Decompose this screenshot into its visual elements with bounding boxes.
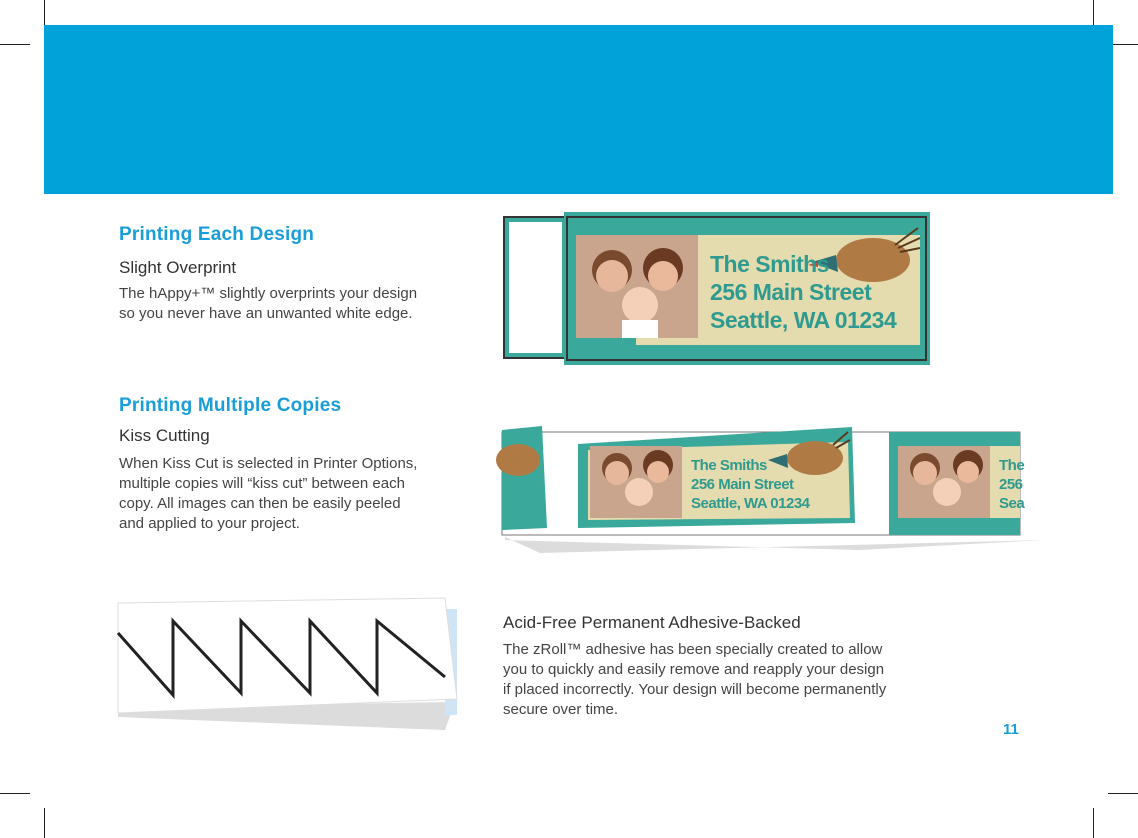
crop-mark (1108, 793, 1138, 794)
label-street: 256 Main Street (691, 476, 794, 493)
printing-multiple-heading: Printing Multiple Copies (119, 395, 342, 416)
label-city: Seattle, WA 01234 (710, 307, 897, 333)
kiss-cutting-body: When Kiss Cut is selected in Printer Options, multiple copies will “kiss cut” between each copy. All images can then be easily peeled and applied to your project. (119, 455, 418, 532)
crop-mark (44, 808, 45, 838)
adhesive-body: The zRoll™ adhesive has been specially created to allow you to quickly and easily remove and reapply your design if placed incorrectly. Your design will become permanently secure over time. (503, 641, 887, 718)
partial-label-street: 256 (999, 476, 1023, 493)
printing-each-heading: Printing Each Design (119, 224, 315, 245)
page-number: 11 (1003, 721, 1019, 738)
overprint-label-text (710, 250, 896, 334)
partial-label-city: Sea (999, 495, 1025, 512)
kiss-cut-label-text (691, 456, 810, 513)
slight-overprint-subheading: Slight Overprint (119, 258, 237, 277)
header-banner (44, 25, 1113, 194)
adhesive-illustration (115, 595, 460, 735)
kiss-cutting-subheading: Kiss Cutting (119, 426, 210, 445)
label-name: The Smiths (710, 251, 829, 277)
label-street: 256 Main Street (710, 279, 872, 305)
crop-mark (0, 793, 30, 794)
adhesive-subheading: Acid-Free Permanent Adhesive-Backed (503, 613, 801, 632)
crop-mark (0, 44, 30, 45)
label-city: Seattle, WA 01234 (691, 495, 810, 512)
label-name: The Smiths (691, 457, 767, 474)
kiss-cut-partial-label-text (999, 456, 1025, 513)
crop-mark (1093, 808, 1094, 838)
partial-label-name: The (999, 457, 1025, 474)
slight-overprint-body: The hAppy+™ slightly overprints your design so you never have an unwanted white edge. (119, 285, 418, 322)
